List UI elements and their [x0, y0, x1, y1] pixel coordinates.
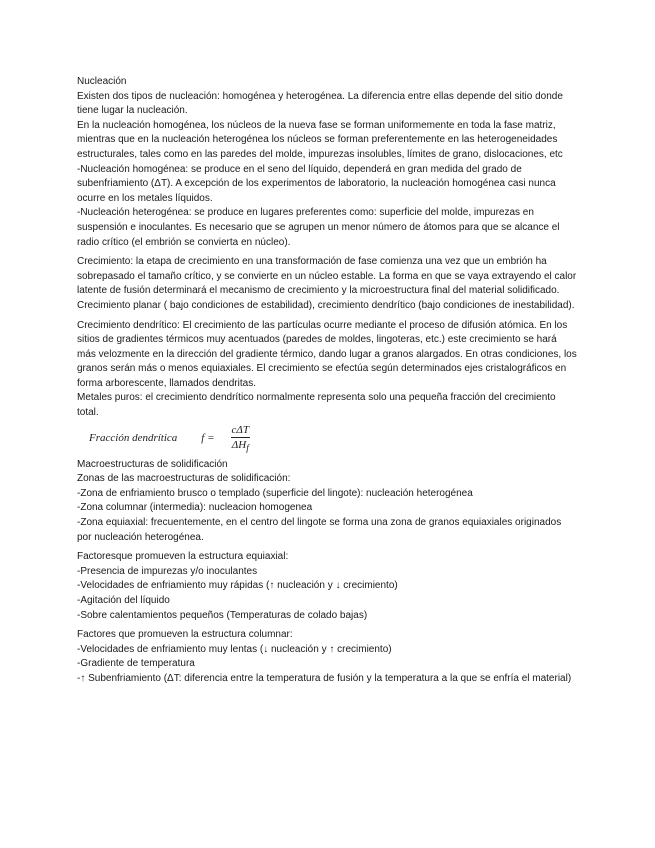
formula-numerator: cΔT	[231, 423, 250, 436]
formula-variable: f	[201, 432, 205, 445]
columnar-item: -↑ Subenfriamiento (ΔT: diferencia entre la temperatura de fusión y la temperatura a la que se enfría el material)	[77, 672, 572, 684]
macro-item: -Zona equiaxial: frecuentemente, en el centro del lingote se forma una zona de granos equiaxiales originados por nucleación heterogénea.	[77, 517, 562, 543]
columnar-title: Factores que promueven la estructura columnar:	[77, 629, 293, 641]
equiaxial-item: -Presencia de impurezas y/o inoculantes	[77, 565, 258, 577]
fraccion-dendritica-formula	[77, 422, 577, 456]
metales-puros-paragraph: Metales puros: el crecimiento dendrítico normalmente representa solo una pequeña fracción del crecimiento total.	[77, 392, 556, 419]
macro-item: -Zona columnar (intermedia): nucleacion homogenea	[77, 502, 313, 514]
nucleacion-section	[77, 75, 577, 250]
formula-label: Fracción dendrítica	[89, 432, 178, 445]
formula-equals: =	[207, 432, 215, 445]
crecimiento-paragraph: Crecimiento: la etapa de crecimiento en una transformación de fase comienza una vez que un embrión ha sobrepasado el tamaño crítico, y se convierte en un núcleo estable. La forma en que se vaya extrayendo el calor latente de fusión determinará el mecanismo de crecimiento y la microestructura final del material solidificado. Crecimiento planar ( bajo condiciones de estabilidad), crecimiento dendrítico (bajo condiciones de inestabilidad).	[77, 256, 577, 311]
columnar-item: -Velocidades de enfriamiento muy lentas (↓ nucleación y ↑ crecimiento)	[77, 643, 392, 655]
formula-fraction	[231, 424, 250, 454]
formula-denominator: ΔH	[231, 438, 247, 451]
macro-subtitle: Zonas de las macroestructuras de solidificación:	[77, 473, 291, 485]
formula-denominator-subscript: f	[246, 442, 249, 453]
dendritico-section	[77, 319, 577, 421]
equiaxial-item: -Velocidades de enfriamiento muy rápidas (↑ nucleación y ↓ crecimiento)	[77, 580, 398, 592]
nucleacion-paragraph-1: Existen dos tipos de nucleación: homogénea y heterogénea. La diferencia entre ellas depende del sitio donde tiene lugar la nucleación.	[77, 90, 563, 117]
equiaxial-section	[77, 550, 577, 623]
nucleacion-paragraph-2: En la nucleación homogénea, los núcleos de la nueva fase se forman uniformemente en toda la fase matriz, mientras que en la nucleación heterogénea los núcleos se forman preferentemente en las heterogeneidades estructurales, tales como en las paredes del molde, impurezas insolubles, límites de grano, dislocaciones, etc	[77, 119, 563, 160]
dendritico-paragraph: Crecimiento dendrítico: El crecimiento de las partículas ocurre mediante el proceso de difusión atómica. En los sitios de gradientes térmicos muy acentuados (paredes de moldes, lingoteras, etc.) este crecimiento se hará más velozmente en la dirección del gradiente térmico, dando lugar a granos alargados. En otras condiciones, los granos serán más o menos equiaxiales. El crecimiento se efectúa según determinados ejes cristalográficos en forma arborescente, llamados dendritas.	[77, 319, 577, 389]
equiaxial-item: -Sobre calentamientos pequeños (Temperaturas de colado bajas)	[77, 609, 368, 621]
crecimiento-section	[77, 255, 577, 313]
nucleacion-heterogenea-paragraph: -Nucleación heterogénea: se produce en lugares preferentes como: superficie del molde, impurezas en suspensión e inoculantes. Es necesario que se agrupen un menor número de átomos para que se alcance el radio crítico (el embrión se convierta en núcleo).	[77, 207, 560, 248]
columnar-section	[77, 628, 577, 686]
macroestructuras-section	[77, 458, 577, 546]
nucleacion-homogenea-paragraph: -Nucleación homogénea: se produce en el seno del líquido, dependerá en gran medida del grado de subenfriamiento (ΔT). A excepción de los experimentos de laboratorio, la nucleación homogénea casi nunca ocurre en los metales líquidos.	[77, 163, 556, 204]
macro-item: -Zona de enfriamiento brusco o templado (superficie del lingote): nucleación heterogénea	[77, 487, 473, 499]
equiaxial-title: Factoresque promueven la estructura equiaxial:	[77, 551, 289, 563]
section-title-nucleacion: Nucleación	[77, 76, 127, 87]
macro-title: Macroestructuras de solidificación	[77, 458, 228, 470]
equiaxial-item: -Agitación del líquido	[77, 595, 170, 606]
columnar-item: -Gradiente de temperatura	[77, 658, 195, 670]
document-page	[77, 75, 577, 687]
